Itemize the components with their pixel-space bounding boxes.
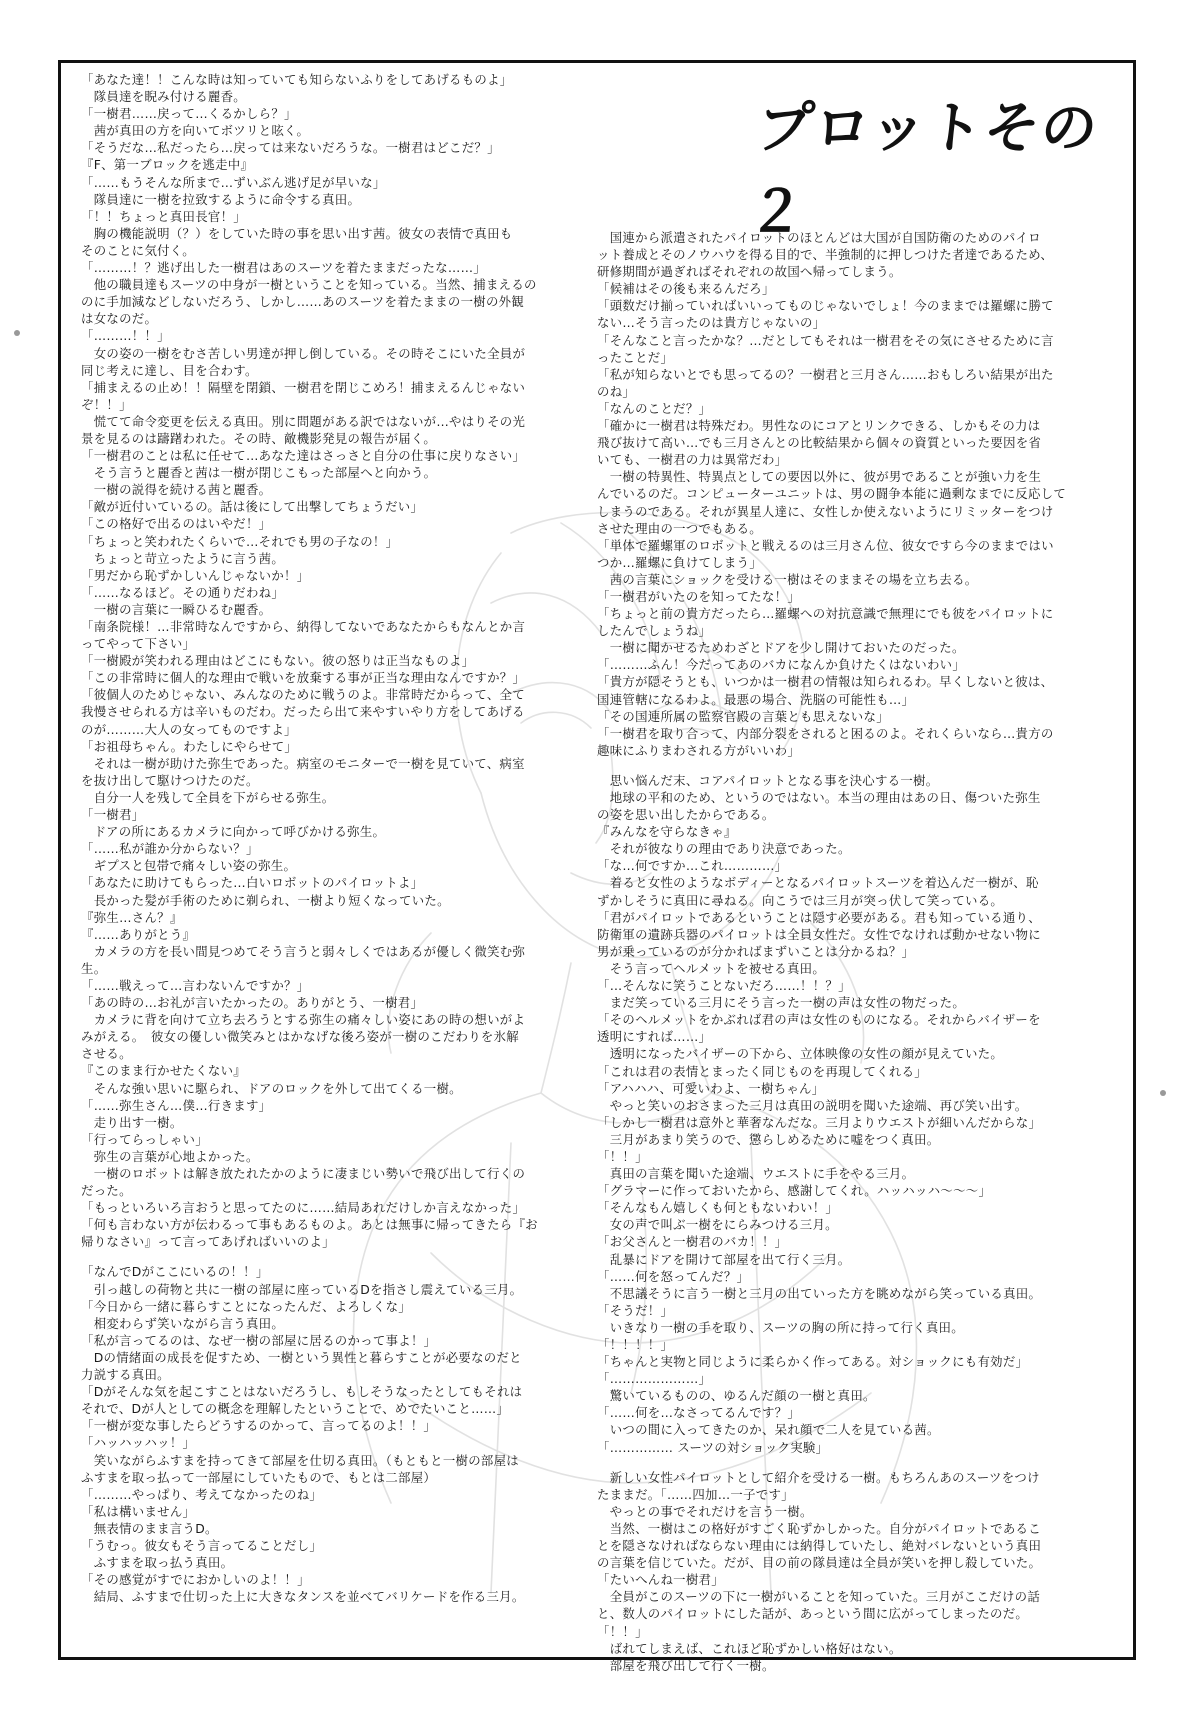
text-line: とを隠さなければならない理由には納得していたし、絶対バレないという真田 bbox=[597, 1538, 1042, 1554]
text-line: 部屋を飛び出して行く一樹。 bbox=[597, 1657, 775, 1673]
text-line: 同じ考えに達し、目を合わす。 bbox=[81, 362, 258, 378]
text-line: 研修期間が過ぎればそれぞれの故国へ帰ってしまう。 bbox=[597, 264, 902, 280]
text-line: のね」 bbox=[597, 383, 636, 399]
text-line: のが………大人の女ってものですよ」 bbox=[81, 721, 297, 737]
text-line: んでいるのだ。コンピューターユニットは、男の闘争本能に過剰なまでに反応して bbox=[597, 486, 1067, 502]
text-line: 当然、一樹はこの格好がすごく恥ずかしかった。自分がパイロットであるこ bbox=[597, 1520, 1041, 1536]
text-line: 弥生の言葉が心地よかった。 bbox=[81, 1148, 259, 1164]
left-text-column bbox=[81, 71, 601, 1605]
text-line: 『F、第一ブロックを逃走中』 bbox=[81, 157, 254, 173]
text-line: 「ちょっと笑われたくらいで…それでも男の子なの！」 bbox=[81, 533, 399, 549]
text-line: ドアの所にあるカメラに向かって呼びかける弥生。 bbox=[81, 824, 386, 840]
text-line: 「………！！」 bbox=[81, 328, 170, 344]
text-line: 「ハッハッハッ！」 bbox=[81, 1435, 196, 1451]
text-line: 「一樹が変な事したらどうするのかって、言ってるのよ！！」 bbox=[81, 1418, 437, 1434]
text-line: 一樹の説得を続ける茜と麗香。 bbox=[81, 482, 272, 498]
text-line: 飛び抜けて高い…でも三月さんとの比較結果から個々の資質といった要因を省 bbox=[597, 435, 1042, 451]
text-line: 「男だから恥ずかしいんじゃないか！」 bbox=[81, 567, 310, 583]
text-line: たままだ。「……四加…一子です」 bbox=[597, 1486, 794, 1502]
text-frame bbox=[58, 60, 1136, 1673]
text-line: 隊員達に一樹を拉致するように命令する真田。 bbox=[81, 191, 361, 207]
text-line: 「たいへんね一樹君」 bbox=[597, 1572, 724, 1588]
text-line: 「……なるほど。その通りだわね」 bbox=[81, 584, 285, 600]
text-line: 笑いながらふすまを持ってきて部屋を仕切る真田。（もともと一樹の部屋は bbox=[81, 1452, 519, 1468]
text-line: のに手加減などしないだろう、しかし……あのスーツを着たままの一樹の外観 bbox=[81, 294, 525, 310]
text-line: ずかしそうに真田に尋ねる。向こうでは三月が突っ伏して笑っている。 bbox=[597, 892, 1004, 908]
text-line: ふすまを取っ払う真田。 bbox=[81, 1555, 234, 1571]
text-line: 「………やっぱり、考えてなかったのね」 bbox=[81, 1486, 323, 1502]
right-text-column bbox=[597, 229, 1127, 1674]
paper-speck bbox=[1160, 1090, 1166, 1096]
text-line: 透明にすれば……」 bbox=[597, 1029, 712, 1045]
text-line: それは一樹が助けた弥生であった。病室のモニターで一樹を見ていて、病室 bbox=[81, 755, 525, 771]
text-line: 「候補はその後も来るんだろ」 bbox=[597, 281, 775, 297]
text-line: 「………ふん！今だってあのバカになんか負けたくはないわい」 bbox=[597, 657, 966, 673]
text-line: まだ笑っている三月にそう言った一樹の声は女性の物だった。 bbox=[597, 995, 966, 1011]
text-line: ふすまを取っ払って一部屋にしていたもので、もとは二部屋） bbox=[81, 1469, 437, 1485]
text-line: 景を見るのは躊躇われた。その時、敵機影発見の報告が届く。 bbox=[81, 430, 437, 446]
text-line: 「……もうそんな所まで…ずいぶん逃げ足が早いな」 bbox=[81, 174, 386, 190]
text-line: 「な…何ですか…これ…………」 bbox=[597, 858, 788, 874]
text-line: 不思議そうに言う一樹と三月の出ていった方を眺めながら笑っている真田。 bbox=[597, 1285, 1042, 1301]
text-line: そのことに気付く。 bbox=[81, 242, 195, 258]
text-line: 胸の機能説明（？）をしていた時の事を思い出す茜。彼女の表情で真田も bbox=[81, 225, 513, 241]
text-line: 「あの時の…お礼が言いたかったの。ありがとう、一樹君」 bbox=[81, 995, 424, 1011]
text-line: 「もっといろいろ言おうと思ってたのに……結局あれだけしか言えなかった」 bbox=[81, 1200, 526, 1216]
text-line: 我慢させられる方は辛いものだわ。だったら出て来やすいやり方をしてあげる bbox=[81, 704, 525, 720]
text-line: の言葉を信じていた。だが、目の前の隊員達は全員が笑いを押し殺していた。 bbox=[597, 1555, 1042, 1571]
text-line: 一樹に聞かせるためわざとドアを少し開けておいたのだった。 bbox=[597, 640, 965, 656]
text-line: 「これは君の表情とまったく同じものを再現してくれる」 bbox=[597, 1063, 927, 1079]
text-line: 帰りなさい』って言ってあげればいいのよ」 bbox=[81, 1234, 335, 1250]
text-line: 走り出す一樹。 bbox=[81, 1114, 183, 1130]
text-line: 「……何を怒ってんだ？」 bbox=[597, 1268, 750, 1284]
text-line: 「…………… スーツの対ショック実験」 bbox=[597, 1439, 829, 1455]
text-line: 隊員達を睨み付ける麗香。 bbox=[81, 89, 246, 105]
text-line: 「アハハハ、可愛いわよ、一樹ちゃん」 bbox=[597, 1080, 825, 1096]
page-title: プロットその２ bbox=[744, 96, 1102, 245]
text-line: いつの間に入ってきたのか、呆れ顔で二人を見ている茜。 bbox=[597, 1422, 940, 1438]
text-line: カメラの方を長い間見つめてそう言うと弱々しくではあるが優しく微笑む弥 bbox=[81, 943, 526, 959]
text-line: 「南条院様！…非常時なんですから、納得してないであなたからもなんとか言 bbox=[81, 619, 526, 634]
text-line: みがえる。 彼女の優しい微笑みとはかなげな後ろ姿が一樹のこだわりを氷解 bbox=[81, 1029, 519, 1045]
text-line: 「その感覚がすでにおかしいのよ！！」 bbox=[81, 1572, 310, 1588]
text-line: 透明になったバイザーの下から、立体映像の女性の顔が見えていた。 bbox=[597, 1046, 1004, 1062]
text-line: 「しかし一樹君は意外と華奢なんだな。三月よりウエストが細いんだからな」 bbox=[597, 1114, 1042, 1130]
text-line: だった。 bbox=[81, 1183, 132, 1199]
text-line: 「捕まえるの止め！！隔壁を閉鎖、一樹君を閉じこめろ！捕まえるんじゃない bbox=[81, 379, 526, 395]
text-line: 全員がこのスーツの下に一樹がいることを知っていた。三月がここだけの話 bbox=[597, 1589, 1041, 1605]
text-line: 「…………………」 bbox=[597, 1371, 712, 1387]
text-line: 『みんなを守らなきゃ』 bbox=[597, 824, 737, 840]
text-line: 「何も言わない方が伝わるって事もあるものよ。あとは無事に帰ってきたら『お bbox=[81, 1217, 538, 1233]
text-line: 自分一人を残して全員を下がらせる弥生。 bbox=[81, 789, 335, 805]
text-line: 趣味にふりまわされる方がいいわ」 bbox=[597, 742, 801, 758]
text-line: 「私は構いません」 bbox=[81, 1503, 196, 1519]
text-line: 「お祖母ちゃん。わたしにやらせて」 bbox=[81, 738, 298, 754]
text-line: いても、一樹君の力は異常だわ」 bbox=[597, 452, 788, 468]
text-line: 「そうだな…私だったら…戻っては来ないだろうな。一樹君はどこだ？」 bbox=[81, 140, 500, 156]
text-line: 「そのヘルメットをかぶれば君の声は女性のものになる。それからバイザーを bbox=[597, 1012, 1041, 1028]
text-line: それが彼なりの理由であり決意であった。 bbox=[597, 841, 851, 857]
text-line: 男が乗っているのが分かればまずいことは分かるね？」 bbox=[597, 943, 915, 959]
text-line: 「なんのことだ？」 bbox=[597, 400, 712, 416]
text-line: 驚いているものの、ゆるんだ顔の一樹と真田。 bbox=[597, 1388, 876, 1404]
text-line: を抜け出して駆けつけたのだ。 bbox=[81, 772, 259, 788]
text-line: 「その国連所属の監察官殿の言葉とも思えないな」 bbox=[597, 708, 889, 724]
text-line: 「一樹君」 bbox=[81, 807, 145, 823]
text-line: 「頭数だけ揃っていればいいってものじゃないでしょ！今のままでは羅螺に勝て bbox=[597, 298, 1054, 314]
text-line: ばれてしまえば、これほど恥ずかしい格好はない。 bbox=[597, 1640, 902, 1656]
text-line: は女なのだ。 bbox=[81, 311, 158, 327]
text-line: 「君がパイロットであるということは隠す必要がある。君も知っている通り、 bbox=[597, 909, 1041, 925]
text-line: 「今日から一緒に暮らすことになったんだ、よろしくな」 bbox=[81, 1298, 411, 1314]
text-line: 「一樹君がいたのを知ってたな！」 bbox=[597, 588, 801, 604]
text-line: 『……ありがとう』 bbox=[81, 926, 196, 942]
text-line: 「あなた達！！こんな時は知っていても知らないふりをしてあげるものよ」 bbox=[81, 72, 513, 87]
text-line bbox=[597, 1456, 1127, 1469]
text-line: 一樹の特異性、特異点としての要因以外に、彼が男であることが強い力を生 bbox=[597, 469, 1042, 485]
text-line: 「……戦えって…言わないんですか？」 bbox=[81, 977, 310, 993]
text-line: 「ちゃんと実物と同じように柔らかく作ってある。対ショックにも有効だ」 bbox=[597, 1354, 1029, 1370]
text-line: 「……弥生さん…僕…行きます」 bbox=[81, 1097, 272, 1113]
text-line: 「一樹殿が笑われる理由はどこにもない。彼の怒りは正当なものよ」 bbox=[81, 653, 475, 669]
text-line: 力説する真田。 bbox=[81, 1367, 170, 1383]
text-line: の姿を思い出したからである。 bbox=[597, 807, 775, 823]
text-line: 「グラマーに作っておいたから、感謝してくれ。ハッハッハ～～～」 bbox=[597, 1183, 992, 1199]
text-line: 女の声で叫ぶ一樹をにらみつける三月。 bbox=[597, 1217, 838, 1233]
text-line: ギプスと包帯で痛々しい姿の弥生。 bbox=[81, 858, 297, 874]
paper-speck bbox=[14, 330, 20, 336]
text-line: ット養成とそのノウハウを得る目的で、半強制的に押しつけた者達であるため、 bbox=[597, 247, 1054, 263]
text-line: 「………！？逃げ出した一樹君はあのスーツを着たままだったな……」 bbox=[81, 260, 486, 276]
text-line: 「……私が誰か分からない？」 bbox=[81, 841, 259, 857]
text-line: 「確かに一樹君は特殊だわ。男性なのにコアとリンクできる、しかもその力は bbox=[597, 418, 1041, 434]
text-line: 「単体で羅螺軍のロボットと戦えるのは三月さん位、彼女ですら今のままではい bbox=[597, 537, 1054, 553]
text-line: 「私が言ってるのは、なぜ一樹の部屋に居るのかって事よ！」 bbox=[81, 1332, 437, 1348]
text-line: 慌てて命令変更を伝える真田。別に問題がある訳ではないが…やはりその光 bbox=[81, 413, 526, 429]
text-line: 他の職員達もスーツの中身が一樹ということを知っている。当然、捕まえるの bbox=[81, 277, 537, 293]
text-line: 一樹の言葉に一瞬ひるむ麗香。 bbox=[81, 601, 272, 617]
text-line: 一樹のロボットは解き放たれたかのように凄まじい勢いで飛び出して行くの bbox=[81, 1166, 526, 1181]
text-line: 「Dがそんな気を起こすことはないだろうし、もしそうなったとしてもそれは bbox=[81, 1384, 523, 1400]
text-line: やっと笑いのおさまった三月は真田の説明を聞いた途端、再び笑い出す。 bbox=[597, 1097, 1028, 1113]
text-line: 「そうだ！」 bbox=[597, 1302, 674, 1318]
text-line: 「彼個人のためじゃない、みんなのために戦うのよ。非常時だからって、全て bbox=[81, 687, 525, 703]
text-line: 「私が知らないとでも思ってるの？一樹君と三月さん……おもしろい結果が出た bbox=[597, 366, 1054, 382]
text-line: 「なんでDがここにいるの！！」 bbox=[81, 1264, 269, 1280]
text-line: 「この非常時に個人的な理由で戦いを放棄する事が正当な理由なんですか？」 bbox=[81, 670, 526, 686]
text-line: ったことだ」 bbox=[597, 349, 674, 365]
text-line: 地球の平和のため、というのではない。本当の理由はあの日、傷ついた弥生 bbox=[597, 790, 1041, 805]
text-line: させた理由の一つでもある。 bbox=[597, 520, 762, 536]
text-line: Dの情緒面の成長を促すため、一樹という異性と暮らすことが必要なのだと bbox=[81, 1349, 522, 1365]
text-line: ぞ！！」 bbox=[81, 396, 132, 412]
text-line: 「！！！！」 bbox=[597, 1337, 674, 1352]
text-line: 「そんなこと言ったかな？…だとしてもそれは一樹君をその気にさせるために言 bbox=[597, 332, 1054, 348]
text-line: 「！！」 bbox=[597, 1148, 648, 1164]
text-line: しまうのである。それが異星人達に、女性しか使えないようにリミッターをつけ bbox=[597, 503, 1054, 519]
text-line: 生。 bbox=[81, 960, 107, 976]
text-line: カメラに背を向けて立ち去ろうとする弥生の痛々しい姿にあの時の想いがよ bbox=[81, 1012, 526, 1028]
text-line: 「お父さんと一樹君のバカ！！」 bbox=[597, 1234, 788, 1250]
text-line: 結局、ふすまで仕切った上に大きなタンスを並べてバリケードを作る三月。 bbox=[81, 1589, 525, 1605]
text-line: したんでしょうね」 bbox=[597, 623, 712, 639]
text-line: 「……何を…なさってるんです？」 bbox=[597, 1405, 801, 1421]
text-line: ない…そう言ったのは貴方じゃないの」 bbox=[597, 315, 826, 331]
text-line: させる。 bbox=[81, 1046, 132, 1062]
text-line: そんな強い思いに駆られ、ドアのロックを外して出てくる一樹。 bbox=[81, 1080, 462, 1096]
text-line: 「一樹君のことは私に任せて…あなた達はさっさと自分の仕事に戻りなさい」 bbox=[81, 448, 526, 464]
text-line: 新しい女性パイロットとして紹介を受ける一樹。もちろんあのスーツをつけ bbox=[597, 1469, 1040, 1485]
text-line: 茜の言葉にショックを受ける一樹はそのままその場を立ち去る。 bbox=[597, 571, 978, 587]
text-line: 茜が真田の方を向いてボツリと呟く。 bbox=[81, 123, 310, 139]
text-line: やっとの事でそれだけを言う一樹。 bbox=[597, 1503, 813, 1519]
text-line: 「そんなもん嬉しくも何ともないわい！」 bbox=[597, 1200, 839, 1216]
text-line: そう言ってヘルメットを被せる真田。 bbox=[597, 960, 826, 976]
text-line: 長かった髪が手術のために剃られ、一樹より短くなっていた。 bbox=[81, 892, 450, 908]
text-line: 「一樹君を取り合って、内部分裂をされると困るのよ。それくらいなら…貴方の bbox=[597, 725, 1054, 741]
text-line: それで、Dが人としての概念を理解したということで、めでたいこと……」 bbox=[81, 1401, 510, 1417]
text-line: 「一樹君……戻って…くるかしら？」 bbox=[81, 106, 297, 122]
text-line: 引っ越しの荷物と共に一樹の部屋に座っているDを指さし震えている三月。 bbox=[81, 1281, 523, 1297]
text-line: ちょっと苛立ったように言う茜。 bbox=[81, 550, 285, 566]
text-line: 女の姿の一樹をむさ苦しい男達が押し倒している。その時そこにいた全員が bbox=[81, 345, 526, 361]
text-line: 「ちょっと前の貴方だったら…羅螺への対抗意識で無理にでも彼をパイロットに bbox=[597, 606, 1054, 622]
text-line: つか…羅螺に負けてしまう」 bbox=[597, 554, 762, 570]
text-line: 「行ってらっしゃい」 bbox=[81, 1131, 208, 1147]
text-line: 無表情のまま言うD。 bbox=[81, 1520, 218, 1536]
text-line: 「あなたに助けてもらった…白いロボットのパイロットよ」 bbox=[81, 875, 424, 891]
text-line: 「貴方が隠そうとも、いつかは一樹君の情報は知られるわ。早くしないと彼は、 bbox=[597, 674, 1054, 690]
text-line: 『弥生…さん？』 bbox=[81, 909, 183, 925]
text-line: 相変わらず笑いながら言う真田。 bbox=[81, 1315, 285, 1331]
text-line: ってやって下さい」 bbox=[81, 636, 196, 652]
text-line: 三月があまり笑うので、懲らしめるために嘘をつく真田。 bbox=[597, 1131, 940, 1147]
text-line bbox=[81, 1250, 601, 1263]
text-line: 「敵が近付いているの。話は後にして出撃してちょうだい」 bbox=[81, 499, 424, 515]
text-line: 国連から派遣されたパイロットのほとんどは大国が自国防衛のためのパイロ bbox=[597, 230, 1041, 245]
text-line: 防衛軍の遺跡兵器のパイロットは全員女性だ。女性でなければ動かせない物に bbox=[597, 926, 1041, 942]
text-line: いきなり一樹の手を取り、スーツの胸の所に持って行く真田。 bbox=[597, 1319, 964, 1335]
text-line: 『このまま行かせたくない』 bbox=[81, 1063, 246, 1079]
text-line: 国連管轄になるわよ。最悪の場合、洗脳の可能性も…」 bbox=[597, 691, 915, 707]
text-line: 着ると女性のようなボディーとなるパイロットスーツを着込んだ一樹が、恥 bbox=[597, 875, 1039, 891]
text-line: そう言うと麗香と茜は一樹が閉じこもった部屋へと向かう。 bbox=[81, 465, 437, 481]
text-line: 「…そんなに笑うことないだろ……！！？」 bbox=[597, 978, 851, 994]
text-line: 「！！ちょっと真田長官！」 bbox=[81, 208, 246, 224]
text-line bbox=[597, 759, 1127, 772]
text-line: 「この格好で出るのはいやだ！」 bbox=[81, 516, 272, 532]
text-line: 「うむっ。彼女もそう言ってることだし」 bbox=[81, 1537, 323, 1553]
text-line: 乱暴にドアを開けて部屋を出て行く三月。 bbox=[597, 1251, 851, 1267]
text-line: 思い悩んだ末、コアパイロットとなる事を決心する一樹。 bbox=[597, 772, 939, 788]
text-line: 「！！」 bbox=[597, 1623, 648, 1639]
text-line: 真田の言葉を聞いた途端、ウエストに手をやる三月。 bbox=[597, 1166, 915, 1182]
text-line: と、数人のパイロットにした話が、あっという間に広がってしまったのだ。 bbox=[597, 1606, 1029, 1622]
